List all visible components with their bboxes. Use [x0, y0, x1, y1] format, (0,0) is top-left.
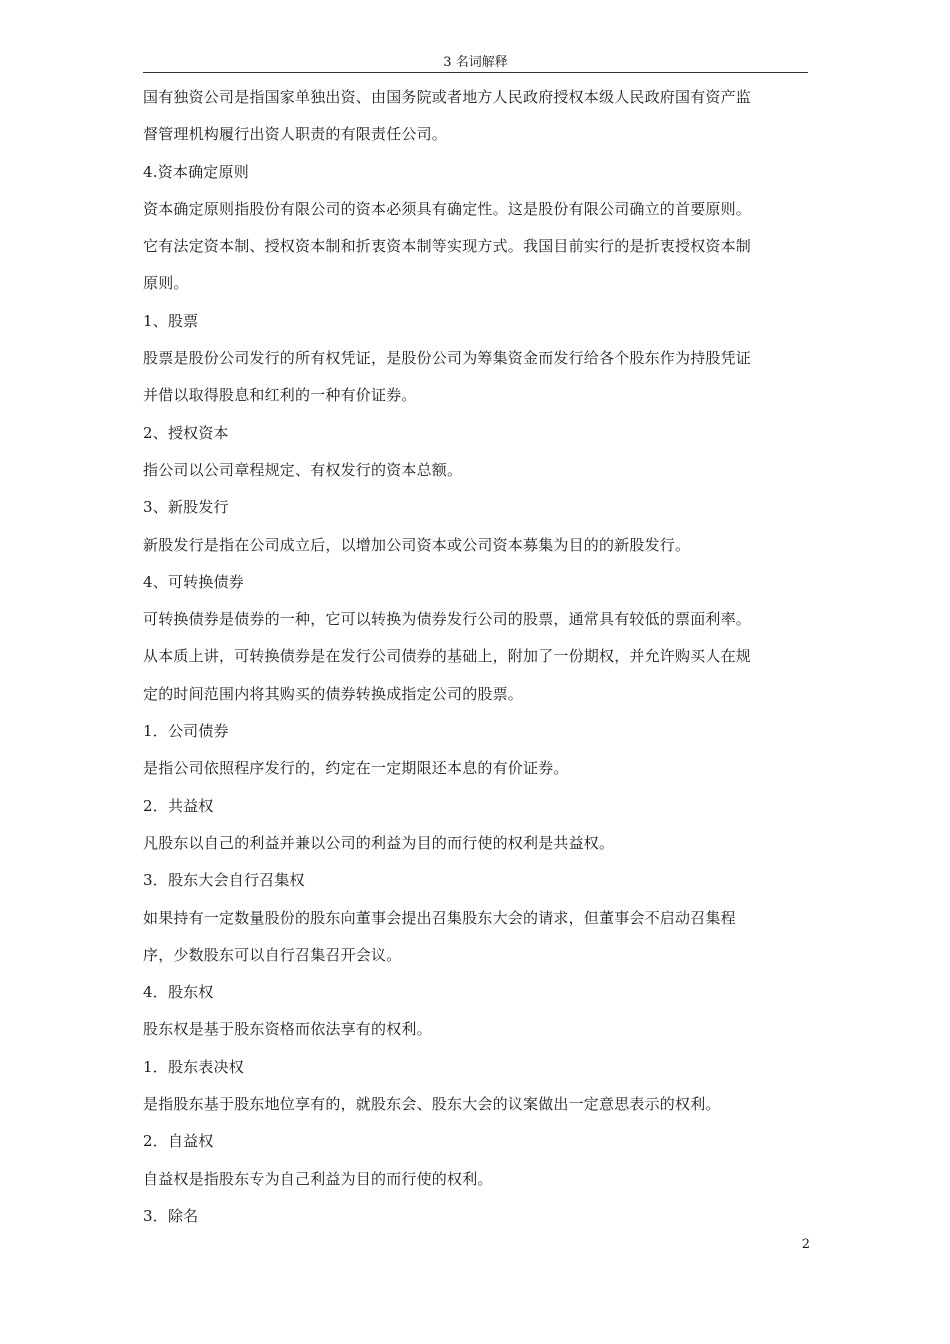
page-header: [143, 54, 808, 73]
section-heading: 4、可转换债券: [143, 572, 244, 591]
text-line: 新股发行是指在公司成立后，以增加公司资本或公司资本募集为目的的新股发行。: [143, 535, 691, 554]
section-heading: 2、授权资本: [143, 423, 229, 442]
text-line: 是指公司依照程序发行的，约定在一定期限还本息的有价证券。: [143, 759, 569, 778]
text-line: 凡股东以自己的利益并兼以公司的利益为目的而行使的权利是共益权。: [143, 833, 615, 852]
text-line: 它有法定资本制、授权资本制和折衷资本制等实现方式。我国目前实行的是折衷授权资本制: [143, 237, 752, 256]
text-line: 定的时间范围内将其购买的债券转换成指定公司的股票。: [143, 684, 524, 703]
text-line: 督管理机构履行出资人职责的有限责任公司。: [143, 125, 448, 144]
text-line: 资本确定原则指股份有限公司的资本必须具有确定性。这是股份有限公司确立的首要原则。: [143, 199, 752, 218]
text-line: 如果持有一定数量股份的股东向董事会提出召集股东大会的请求，但董事会不启动召集程: [143, 908, 736, 927]
text-line: 可转换债券是债券的一种，它可以转换为债券发行公司的股票，通常具有较低的票面利率。: [143, 610, 752, 629]
section-heading: 3．除名: [143, 1206, 199, 1225]
section-heading: 3．股东大会自行召集权: [143, 871, 305, 890]
section-heading: 4．股东权: [143, 983, 214, 1002]
text-line: 从本质上讲，可转换债券是在发行公司债券的基础上，附加了一份期权，并允许购买人在规: [143, 647, 752, 666]
section-heading: 3、新股发行: [143, 498, 229, 517]
text-line: 指公司以公司章程规定、有权发行的资本总额。: [143, 460, 463, 479]
header-title: 3 名词解释: [443, 55, 508, 70]
text-line: 股票是股份公司发行的所有权凭证，是股份公司为筹集资金而发行给各个股东作为持股凭证: [143, 349, 752, 368]
text-line: 股东权是基于股东资格而依法享有的权利。: [143, 1020, 432, 1039]
text-line: 国有独资公司是指国家单独出资、由国务院或者地方人民政府授权本级人民政府国有资产监: [143, 88, 752, 106]
section-heading: 2．自益权: [143, 1132, 214, 1151]
text-line: 原则。: [143, 274, 189, 293]
text-line: 自益权是指股东专为自己利益为目的而行使的权利。: [143, 1169, 493, 1188]
section-heading: 1、股票: [143, 311, 199, 330]
text-line: 是指股东基于股东地位享有的，就股东会、股东大会的议案做出一定意思表示的权利。: [143, 1095, 721, 1114]
section-heading: 2．共益权: [143, 796, 214, 815]
section-heading: 4.资本确定原则: [143, 162, 249, 181]
section-heading: 1．公司债券: [143, 722, 229, 741]
text-line: 序，少数股东可以自行召集召开会议。: [143, 945, 402, 964]
section-heading: 1．股东表决权: [143, 1057, 244, 1076]
text-line: 并借以取得股息和红利的一种有价证券。: [143, 386, 417, 405]
page-number: 2: [801, 1237, 810, 1252]
document-body: [143, 79, 813, 1235]
